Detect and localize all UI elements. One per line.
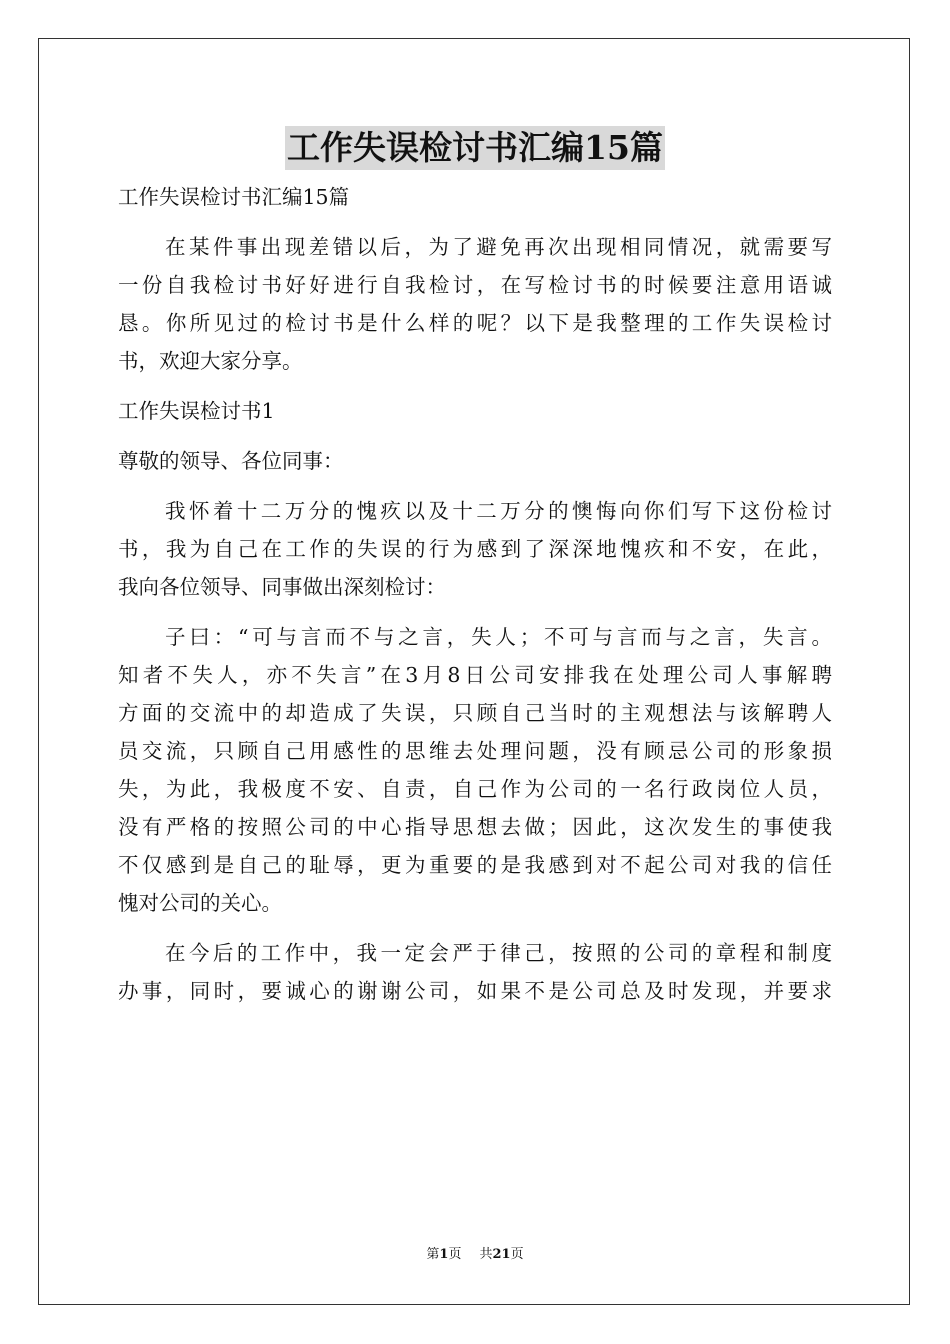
intro-line: 书，欢迎大家分享。	[118, 349, 303, 373]
paragraph-line: 在今后的工作中，我一定会严于律己，按照的公司的章程和制度	[165, 941, 832, 965]
paragraph-line: 没有严格的按照公司的中心指导思想去做；因此，这次发生的事使我	[118, 815, 832, 839]
intro-line: 一份自我检讨书好好进行自我检讨，在写检讨书的时候要注意用语诚	[118, 273, 832, 297]
paragraph-line: 我怀着十二万分的愧疚以及十二万分的懊悔向你们写下这份检讨	[165, 499, 832, 523]
total-suffix: 页	[510, 1247, 524, 1262]
paragraph-line: 员交流，只顾自己用感性的思维去处理问题，没有顾忌公司的形象损	[118, 739, 832, 763]
paragraph-line: 子曰：“可与言而不与之言，失人；不可与言而与之言，失言。	[165, 625, 832, 649]
intro-line: 恳。你所见过的检讨书是什么样的呢？以下是我整理的工作失误检讨	[118, 311, 832, 335]
section-heading: 工作失误检讨书1	[118, 399, 275, 423]
salutation: 尊敬的领导、各位同事：	[118, 449, 344, 473]
document-body	[118, 178, 832, 1010]
title-area	[0, 126, 950, 170]
document-title: 工作失误检讨书汇编15篇	[285, 126, 665, 170]
paragraph-line: 方面的交流中的却造成了失误，只顾自己当时的主观想法与该解聘人	[118, 701, 832, 725]
paragraph-line: 我向各位领导、同事做出深刻检讨：	[118, 575, 446, 599]
total-pages: 21	[492, 1247, 511, 1262]
total-prefix: 共	[479, 1247, 493, 1262]
paragraph-line: 不仅感到是自己的耻辱，更为重要的是我感到对不起公司对我的信任	[118, 853, 832, 877]
document-subtitle: 工作失误检讨书汇编15篇	[118, 185, 350, 209]
page-suffix: 页	[448, 1247, 462, 1262]
page-footer	[0, 1246, 950, 1264]
paragraph-line: 办事，同时，要诚心的谢谢公司，如果不是公司总及时发现，并要求	[118, 979, 832, 1003]
paragraph-line: 愧对公司的关心。	[118, 891, 282, 915]
page-prefix: 第	[426, 1247, 440, 1262]
page-number: 1	[439, 1247, 449, 1262]
paragraph-line: 书，我为自己在工作的失误的行为感到了深深地愧疚和不安，在此，	[118, 537, 832, 561]
intro-line: 在某件事出现差错以后，为了避免再次出现相同情况，就需要写	[165, 235, 832, 259]
paragraph-line: 失，为此，我极度不安、自责，自己作为公司的一名行政岗位人员，	[118, 777, 832, 801]
paragraph-line: 知者不失人，亦不失言”在3月8日公司安排我在处理公司人事解聘	[118, 663, 832, 687]
